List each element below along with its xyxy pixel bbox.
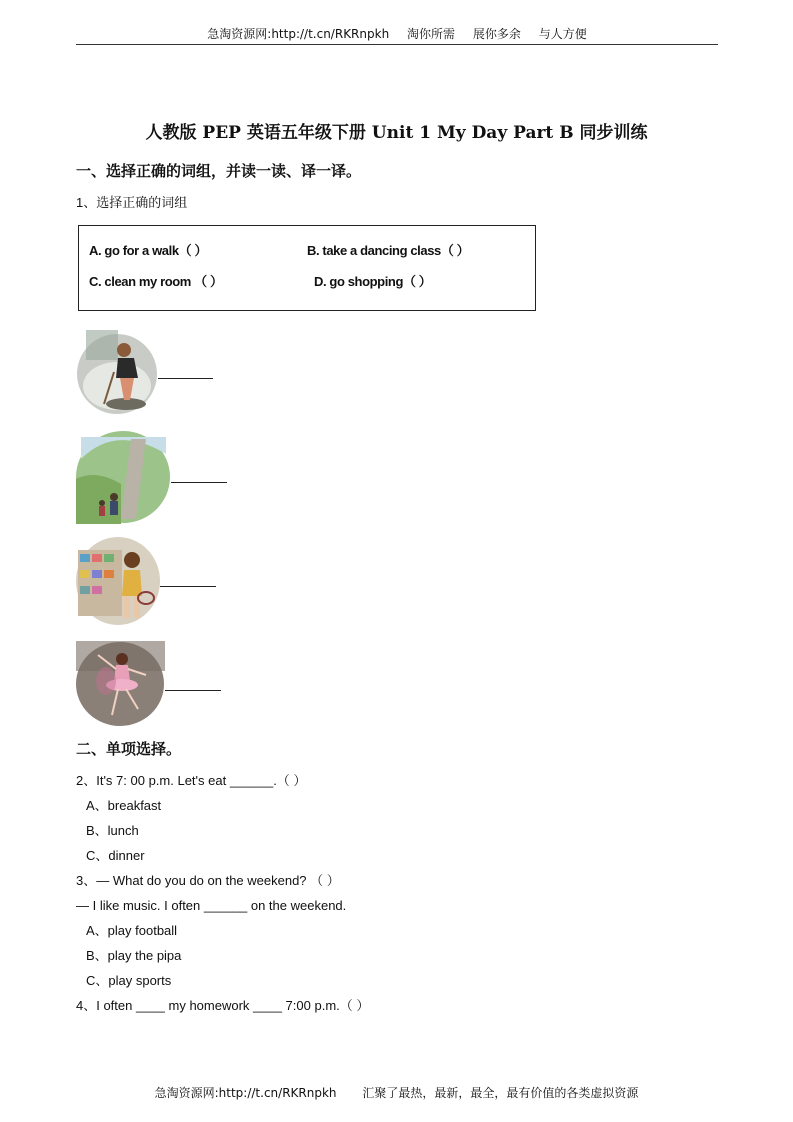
question-3-stem-2: — I like music. I often ______ on the weekend. bbox=[76, 898, 347, 913]
question-2-stem: 2、It's 7: 00 p.m. Let's eat ______.（ ） bbox=[76, 773, 307, 788]
question-1-stem: 1、选择正确的词组 bbox=[76, 195, 188, 210]
header-slogan-3: 与人方便 bbox=[538, 27, 587, 41]
phrase-options-box bbox=[78, 225, 536, 311]
footer-site: 急淘资源网:http://t.cn/RKRnpkh bbox=[154, 1086, 337, 1100]
walk-picture bbox=[76, 429, 171, 525]
header-slogan-1: 淘你所需 bbox=[407, 27, 456, 41]
clean-room-picture bbox=[76, 322, 158, 420]
question-4-stem: 4、I often ____ my homework ____ 7:00 p.m.（ ） bbox=[76, 998, 370, 1013]
answer-blank-3[interactable] bbox=[160, 586, 216, 587]
question-2-option-c: C、dinner bbox=[86, 848, 145, 863]
footer-text: 汇聚了最热，最新，最全，最有价值的各类虚拟资源 bbox=[362, 1086, 639, 1100]
option-d: D. go shopping（ ） bbox=[314, 274, 432, 289]
page-header bbox=[76, 26, 718, 45]
question-3-option-a: A、play football bbox=[86, 923, 178, 938]
section-1-heading: 一、选择正确的词组，并读一读、译一译。 bbox=[76, 162, 362, 180]
shopping-picture bbox=[76, 536, 160, 626]
dancing-picture bbox=[76, 641, 165, 727]
answer-blank-2[interactable] bbox=[171, 482, 227, 483]
question-3-stem: 3、— What do you do on the weekend? （ ） bbox=[76, 873, 340, 888]
question-3-option-c: C、play sports bbox=[86, 973, 172, 988]
option-c: C. clean my room （ ） bbox=[89, 274, 223, 289]
answer-blank-4[interactable] bbox=[165, 690, 221, 691]
section-2-heading: 二、单项选择。 bbox=[76, 740, 182, 758]
header-site: 急淘资源网:http://t.cn/RKRnpkh bbox=[207, 27, 390, 41]
page-footer bbox=[0, 1084, 793, 1101]
question-2-option-a: A、breakfast bbox=[86, 798, 162, 813]
question-2-option-b: B、lunch bbox=[86, 823, 139, 838]
header-slogan-2: 展你多余 bbox=[472, 27, 521, 41]
option-b: B. take a dancing class（ ） bbox=[307, 243, 470, 258]
question-3-option-b: B、play the pipa bbox=[86, 948, 182, 963]
page-title: 人教版 PEP 英语五年级下册 Unit 1 My Day Part B 同步训练 bbox=[145, 123, 648, 143]
answer-blank-1[interactable] bbox=[158, 378, 213, 379]
option-a: A. go for a walk（ ） bbox=[89, 243, 208, 258]
